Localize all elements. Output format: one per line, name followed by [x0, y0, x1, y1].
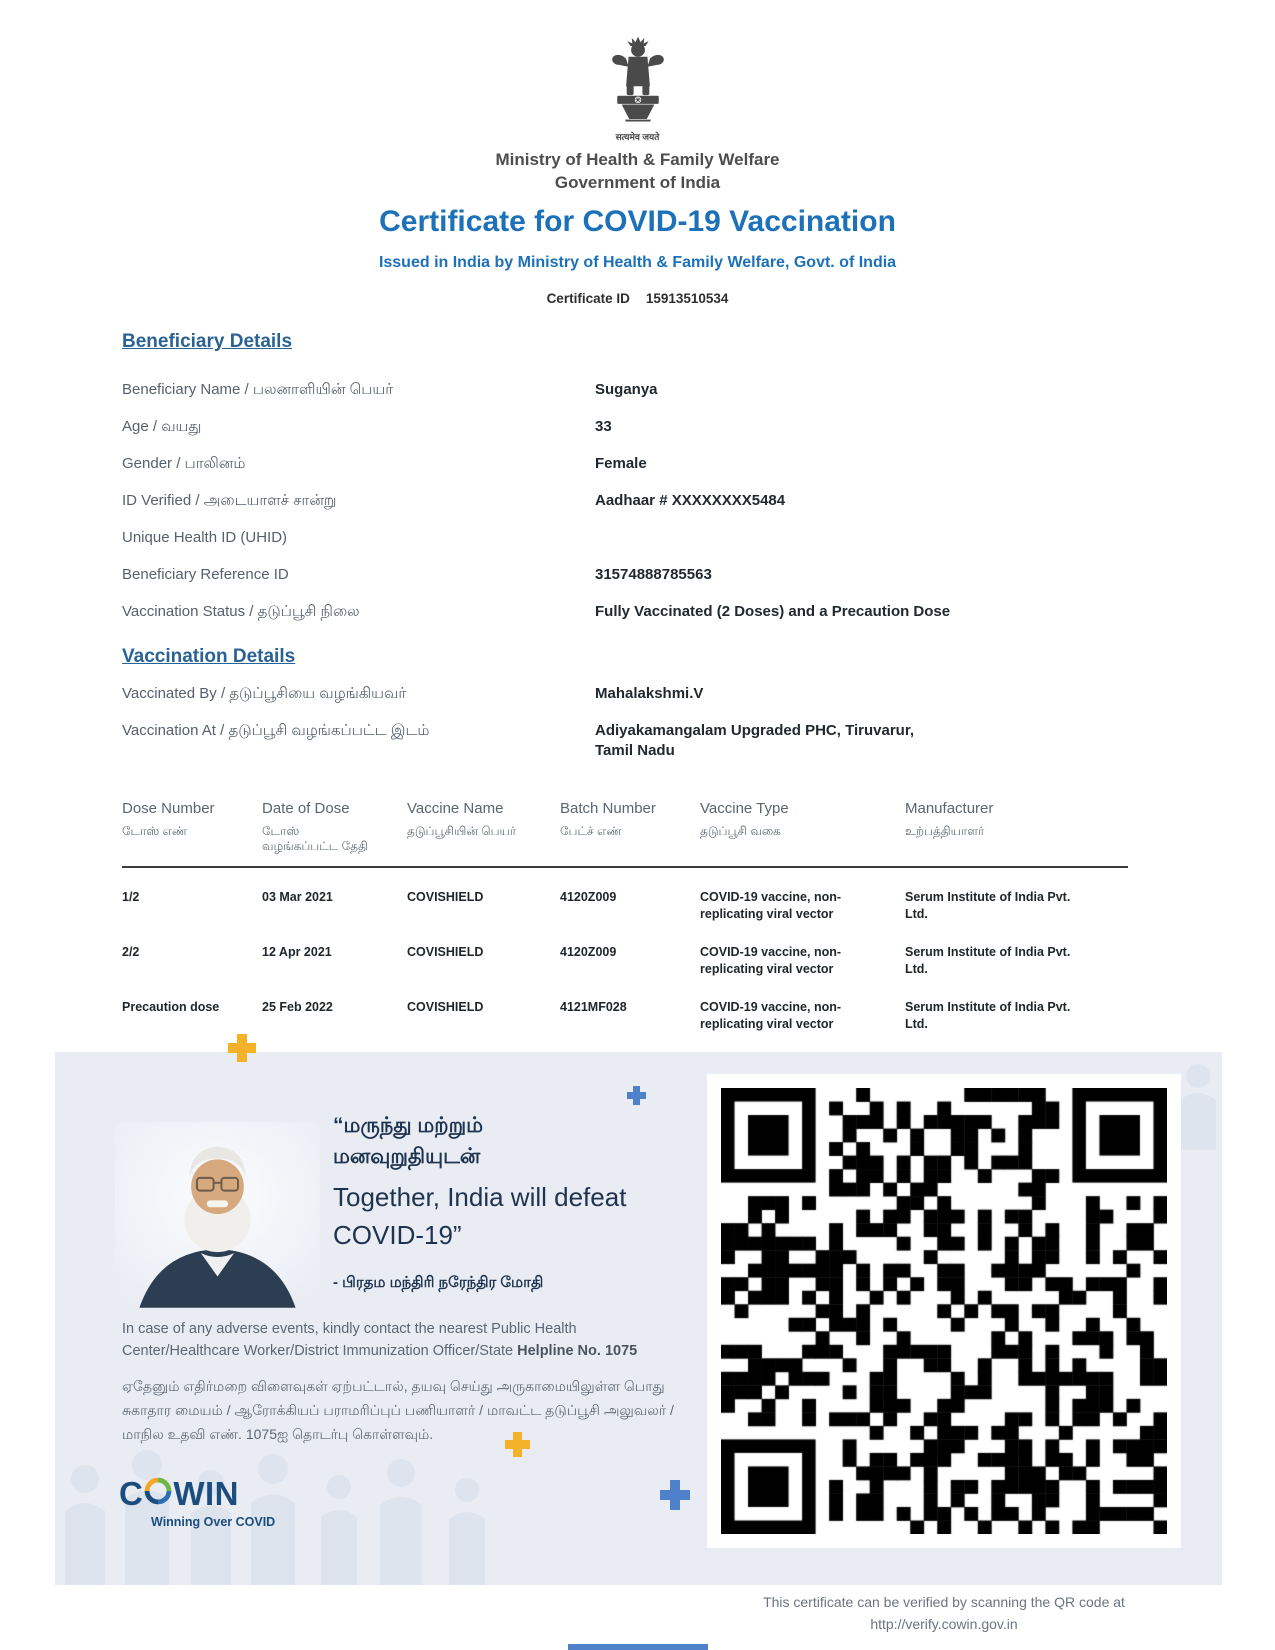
beneficiary-details-section: [122, 380, 1132, 639]
detail-row-uhid: [122, 528, 1132, 565]
certificate-id: [0, 291, 1275, 306]
detail-label: Age / வயது: [122, 418, 202, 435]
column-header-ta: தடுப்பூசி வகை: [700, 824, 781, 838]
quote-attribution: - பிரதம மந்திரி நரேந்திர மோதி: [333, 1274, 544, 1291]
helpline-number: Helpline No. 1075: [517, 1343, 638, 1359]
column-header-manufacturer: [905, 800, 1128, 854]
dose-table-header: [122, 800, 1128, 868]
table-cell: COVISHIELD: [407, 1000, 484, 1014]
table-cell: COVID-19 vaccine, non-replicating viral vector: [700, 1000, 842, 1031]
verify-text: This certificate can be verified by scanning the QR code at: [763, 1594, 1125, 1610]
column-header-en: Vaccine Type: [700, 800, 789, 817]
verify-url: http://verify.cowin.gov.in: [870, 1616, 1018, 1632]
qr-code: [721, 1088, 1167, 1534]
table-cell: 4120Z009: [560, 945, 617, 959]
table-row-dose-2: [122, 923, 1128, 978]
table-cell: COVID-19 vaccine, non-replicating viral vector: [700, 945, 842, 976]
column-header-batch-number: [560, 800, 700, 854]
cowin-letter-c: C: [119, 1475, 144, 1512]
vaccination-details-heading: Vaccination Details: [122, 646, 296, 667]
plus-icon: [660, 1480, 690, 1510]
column-header-en: Vaccine Name: [407, 800, 504, 817]
table-cell: Serum Institute of India Pvt. Ltd.: [905, 890, 1071, 921]
quote-english: [333, 1178, 713, 1254]
table-cell: 1/2: [122, 890, 140, 904]
cowin-wordmark: [119, 1476, 275, 1512]
detail-label: ID Verified / அடையாளச் சான்று: [122, 492, 337, 509]
national-emblem-icon: [606, 36, 670, 124]
table-cell: 12 Apr 2021: [262, 945, 332, 959]
table-row-dose-1: [122, 868, 1128, 923]
column-header-en: Date of Dose: [262, 800, 350, 817]
column-header-ta: தடுப்பூசியின் பெயர்: [407, 824, 517, 838]
cowin-logo: [119, 1476, 275, 1529]
adverse-text: In case of any adverse events, kindly contact the nearest Public Health Center/Healthcare Worker/District Immunization Officer/State: [122, 1321, 577, 1359]
detail-label: Vaccination At / தடுப்பூசி வழங்கப்பட்ட இடம்: [122, 722, 430, 739]
plus-icon: [228, 1034, 256, 1062]
certificate-title: Certificate for COVID-19 Vaccination: [379, 205, 896, 238]
verify-note: [707, 1591, 1181, 1635]
detail-value: Suganya: [595, 381, 658, 398]
detail-row-age: [122, 417, 1132, 454]
detail-row-gender: [122, 454, 1132, 491]
column-header-en: Batch Number: [560, 800, 656, 817]
table-cell: COVISHIELD: [407, 890, 484, 904]
column-header-ta: டோஸ் எண்: [122, 824, 188, 838]
adverse-events-note-tamil: ஏதேனும் எதிர்மறை விளைவுகள் ஏற்பட்டால், தயவு செய்து அருகாமையிலுள்ள பொது சுகாதார மையம் / ஆரோக்கியப் பராமரிப்புப் பணியாளர் / மாவட்ட தடுப்பூசி அலுவலர் / மாநில உதவி எண். 1075ஐ தொடர்பு கொள்ளவும்.: [122, 1378, 674, 1442]
national-emblem: [0, 36, 1275, 143]
pm-quote: [333, 1110, 713, 1293]
pm-modi-photo: [115, 1120, 320, 1310]
adverse-events-note: [122, 1318, 690, 1362]
table-cell: 03 Mar 2021: [262, 890, 333, 904]
cowin-tagline: Winning Over COVID: [151, 1515, 276, 1529]
detail-row-beneficiary-name: [122, 380, 1132, 417]
table-cell: Precaution dose: [122, 1000, 220, 1014]
plus-icon: [505, 1432, 530, 1457]
column-header-ta: பேட்ச் எண்: [560, 824, 622, 838]
detail-row-reference-id: [122, 565, 1132, 602]
column-header-ta: டோஸ் வழங்கப்பட்ட தேதி: [262, 824, 368, 853]
detail-value: Mahalakshmi.V: [595, 685, 704, 702]
column-header-en: Dose Number: [122, 800, 215, 817]
table-cell: 25 Feb 2022: [262, 1000, 333, 1014]
plus-icon: [627, 1086, 646, 1105]
detail-label: Vaccination Status / தடுப்பூசி நிலை: [122, 603, 360, 620]
column-header-vaccine-type: [700, 800, 905, 854]
cowin-letters-win: WIN: [173, 1475, 239, 1512]
certificate-subtitle: Issued in India by Ministry of Health & Family Welfare, Govt. of India: [378, 254, 897, 271]
detail-label: Vaccinated By / தடுப்பூசியை வழங்கியவர்: [122, 685, 407, 702]
table-cell: 4120Z009: [560, 890, 617, 904]
detail-row-vaccination-status: [122, 602, 1132, 639]
certificate-id-label: Certificate ID: [546, 291, 630, 306]
quote-english-line1: Together, India will defeat: [333, 1182, 627, 1212]
detail-label: Gender / பாலினம்: [122, 455, 246, 472]
detail-value: Female: [595, 455, 647, 472]
quote-tamil-line1: “மருந்து மற்றும்: [333, 1114, 484, 1137]
detail-value: 31574888785563: [595, 566, 712, 583]
detail-value: Fully Vaccinated (2 Doses) and a Precaution Dose: [595, 603, 951, 620]
detail-row-id-verified: [122, 491, 1132, 528]
detail-row-vaccinated-by: [122, 684, 1132, 721]
ministry-name: Ministry of Health & Family Welfare: [495, 150, 780, 169]
vaccination-details-section: [122, 684, 1132, 761]
quote-tamil-line2: மனவுறுதியுடன்: [333, 1145, 481, 1168]
table-row-precaution-dose: [122, 978, 1128, 1033]
column-header-dose-number: [122, 800, 262, 854]
ministry-header: [0, 148, 1275, 194]
table-cell: COVID-19 vaccine, non-replicating viral vector: [700, 890, 842, 921]
detail-value: 33: [595, 418, 612, 435]
certificate-id-value: 15913510534: [645, 291, 729, 306]
person-silhouette-decoration: [1178, 1060, 1218, 1150]
detail-label: Beneficiary Reference ID: [122, 566, 289, 583]
footer-banner: [55, 1052, 1222, 1585]
qr-code-box: [707, 1074, 1181, 1548]
bottom-accent-bar: [568, 1644, 708, 1650]
column-header-date-of-dose: [262, 800, 407, 854]
column-header-ta: உற்பத்தியாளர்: [905, 824, 985, 838]
table-cell: Serum Institute of India Pvt. Ltd.: [905, 1000, 1071, 1031]
emblem-motto: सत्यमेव जयते: [615, 132, 660, 142]
table-cell: 4121MF028: [560, 1000, 627, 1014]
detail-label: Unique Health ID (UHID): [122, 529, 288, 546]
cowin-o-icon: [144, 1476, 172, 1504]
government-name: Government of India: [554, 173, 721, 192]
dose-table: [122, 800, 1128, 1033]
beneficiary-details-heading: Beneficiary Details: [122, 331, 293, 352]
table-cell: 2/2: [122, 945, 140, 959]
table-cell: COVISHIELD: [407, 945, 484, 959]
quote-english-line2: COVID-19”: [333, 1220, 462, 1250]
column-header-vaccine-name: [407, 800, 560, 854]
table-cell: Serum Institute of India Pvt. Ltd.: [905, 945, 1071, 976]
detail-value: Adiyakamangalam Upgraded PHC, Tiruvarur, Tamil Nadu: [595, 722, 914, 759]
detail-row-vaccination-at: [122, 721, 1132, 761]
detail-value: Aadhaar # XXXXXXXX5484: [595, 492, 786, 509]
column-header-en: Manufacturer: [905, 800, 994, 817]
detail-label: Beneficiary Name / பலனாளியின் பெயர்: [122, 381, 394, 398]
